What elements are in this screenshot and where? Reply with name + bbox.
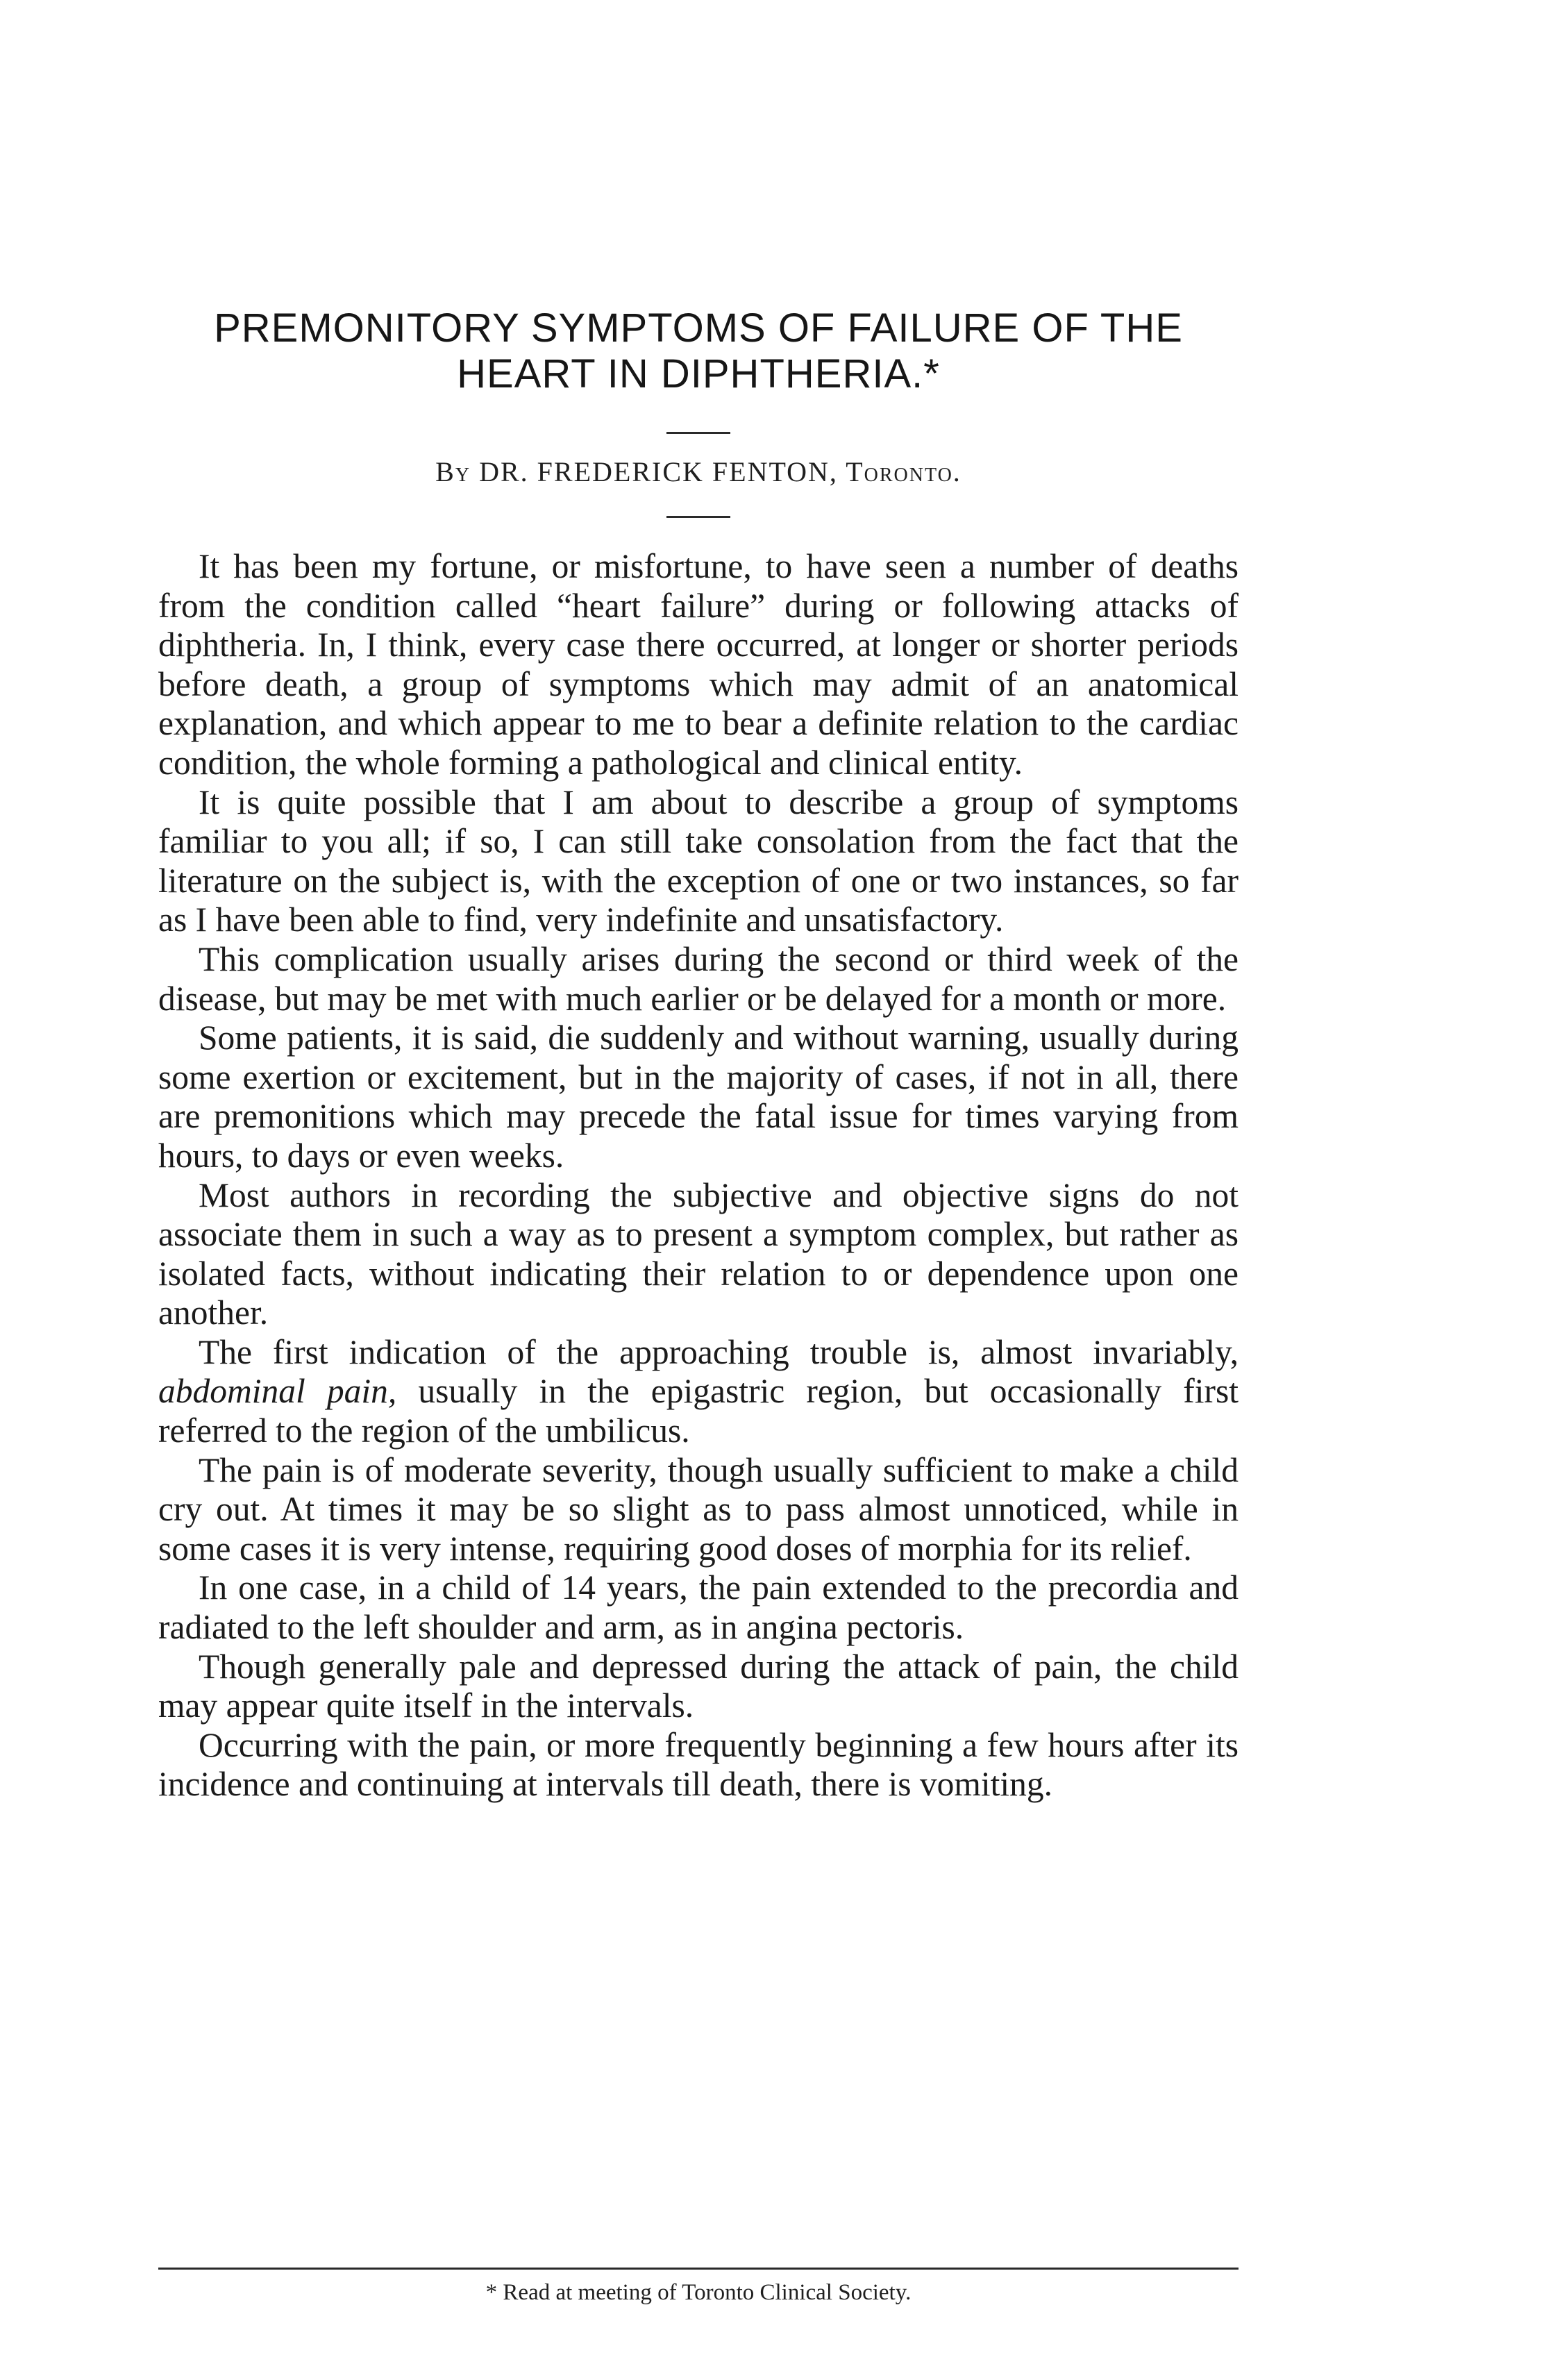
title-line-2: HEART IN DIPHTHERIA.* <box>457 351 940 396</box>
footnote: * Read at meeting of Toronto Clinical Society. <box>485 2280 912 2305</box>
paragraph-2: It is quite possible that I am about to describe a group of symptoms familiar to you all; if so, I can still take consolation from the fact that the literature on the subject is, with the exception of one or two instances, so far as I have been able to find, very indefinite and unsatisfactory. <box>158 782 1239 939</box>
byline: By DR. FREDERICK FENTON, Toronto. <box>435 456 962 487</box>
paragraph-6-rest: usually in the epigastric region, but occasionally first referred to the region of the umbilicus. <box>158 1372 1239 1450</box>
paragraph-5: Most authors in recording the subjective and objective signs do not associate them in such a way as to present a symptom complex, but rather as isolated facts, without indicating their relation to or dependence upon one another. <box>158 1175 1239 1332</box>
title-line-1: PREMONITORY SYMPTOMS OF FAILURE OF THE <box>214 305 1183 351</box>
paragraph-6-lead: The first indication of the approaching trouble is, almost invariably, <box>199 1332 1239 1371</box>
article-title <box>158 305 1239 397</box>
paragraph-10: Occurring with the pain, or more frequently beginning a few hours after its incidence and continuing at intervals till death, there is vomiting. <box>158 1725 1239 1804</box>
paragraph-8: In one case, in a child of 14 years, the pain extended to the precordia and radiated to the left shoulder and arm, as in angina pectoris. <box>158 1568 1239 1647</box>
paragraph-6 <box>158 1333 1239 1451</box>
byline-divider <box>666 516 730 518</box>
article-body <box>158 547 1239 1804</box>
emphasis-abdominal-pain: abdominal pain, <box>158 1372 397 1411</box>
article <box>158 305 1239 1804</box>
paragraph-4: Some patients, it is said, die suddenly and without warning, usually during some exertion or excitement, but in the majority of cases, if not in all, there are premonitions which may precede the fatal issue for times varying from hours, to days or even weeks. <box>158 1019 1239 1175</box>
paragraph-3: This complication usually arises during the second or third week of the disease, but may be met with much earlier or be delayed for a month or more. <box>158 939 1239 1018</box>
paragraph-7: The pain is of moderate severity, though usually sufficient to make a child cry out. At times it may be so slight as to pass almost unnoticed, while in some cases it is very intense, requiring good doses of morphia for its relief. <box>158 1450 1239 1568</box>
paragraph-9: Though generally pale and depressed during the attack of pain, the child may appear quite itself in the intervals. <box>158 1647 1239 1725</box>
footnote-divider <box>158 2268 1239 2270</box>
paragraph-1: It has been my fortune, or misfortune, to have seen a number of deaths from the condition called “heart failure” during or following attacks of diphtheria. In, I think, every case there occurred, at longer or shorter periods before death, a group of symptoms which may admit of an anatomical explanation, and which appear to me to bear a definite relation to the cardiac condition, the whole forming a pathological and clinical entity. <box>158 547 1239 782</box>
title-divider <box>666 432 730 434</box>
